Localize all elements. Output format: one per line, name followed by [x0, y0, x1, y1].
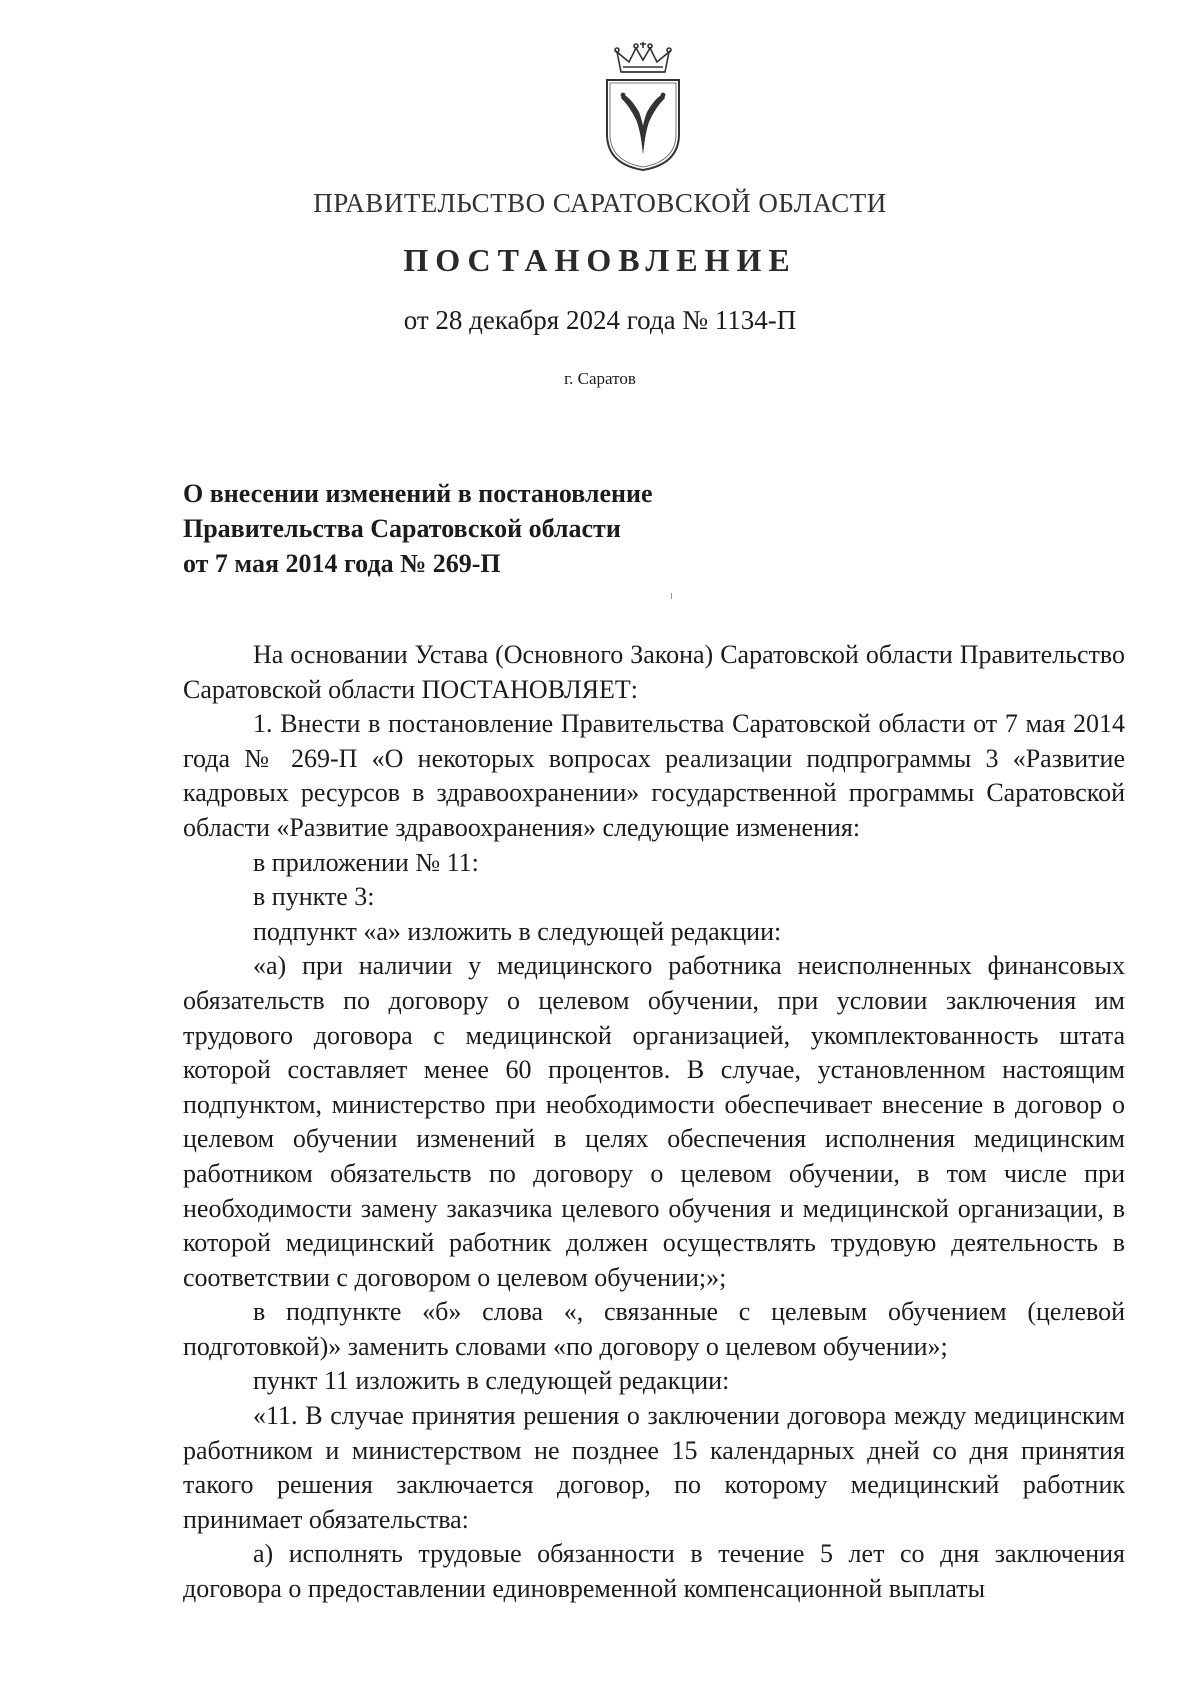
document-body [183, 638, 1125, 1607]
government-name: ПРАВИТЕЛЬСТВО САРАТОВСКОЙ ОБЛАСТИ [313, 188, 887, 218]
body-paragraph: в пункте 3: [253, 882, 375, 912]
body-paragraph: «11. В случае принятия решения о заключении договора между медицинским работником и министерством не позднее 15 календарных дней со дня принятия такого решения заключается договор, по которому медицинский работник принимает обязательства: [183, 1401, 1125, 1534]
document-title [183, 476, 883, 581]
title-line: О внесении изменений в постановление [183, 479, 653, 508]
body-paragraph: На основании Устава (Основного Закона) Саратовской области Правительство Саратовской области ПОСТАНОВЛЯЕТ: [183, 640, 1125, 704]
title-line: Правительства Саратовской области [183, 514, 621, 543]
document-date-number: от 28 декабря 2024 года № 1134-П [403, 305, 797, 335]
document-city: г. Саратов [564, 369, 636, 388]
body-paragraph: в приложении № 11: [253, 847, 479, 877]
title-line: от 7 мая 2014 года № 269-П [183, 549, 501, 578]
body-paragraph: в подпункте «б» слова «, связанные с целевым обучением (целевой подготовкой)» заменить словами «по договору о целевом обучении»; [183, 1297, 1125, 1361]
body-paragraph: 1. Внести в постановление Правительства Саратовской области от 7 мая 2014 года № 269-П «О некоторых вопросах реализации подпрограммы 3 «Развитие кадровых ресурсов в здравоохранении» государственной программы Саратовской области «Развитие здравоохранения» следующие изменения: [183, 709, 1125, 842]
body-paragraph: «а) при наличии у медицинского работника неисполненных финансовых обязательств по договору о целевом обучении, при условии заключения им трудового договора с медицинской организацией, укомплектованность штата которой составляет менее 60 процентов. В случае, установленном настоящим подпунктом, министерство при необходимости обеспечивает внесение в договор о целевом обучении изменений в целях обеспечения исполнения медицинским работником обязательств по договору о целевом обучении, в том числе при необходимости замену заказчика целевого обучения и медицинской организации, в которой медицинский работник должен осуществлять трудовую деятельность в соответствии с договором о целевом обучении;»; [183, 951, 1125, 1292]
scan-speck [671, 593, 672, 599]
body-paragraph: подпункт «а» изложить в следующей редакции: [253, 916, 782, 946]
body-paragraph: а) исполнять трудовые обязанности в течение 5 лет со дня заключения договора о предоставлении единовременной компенсационной выплаты [183, 1539, 1125, 1604]
body-paragraph: пункт 11 изложить в следующей редакции: [253, 1366, 730, 1396]
coat-of-arms-icon [601, 42, 685, 172]
document-type: ПОСТАНОВЛЕНИЕ [403, 242, 797, 278]
